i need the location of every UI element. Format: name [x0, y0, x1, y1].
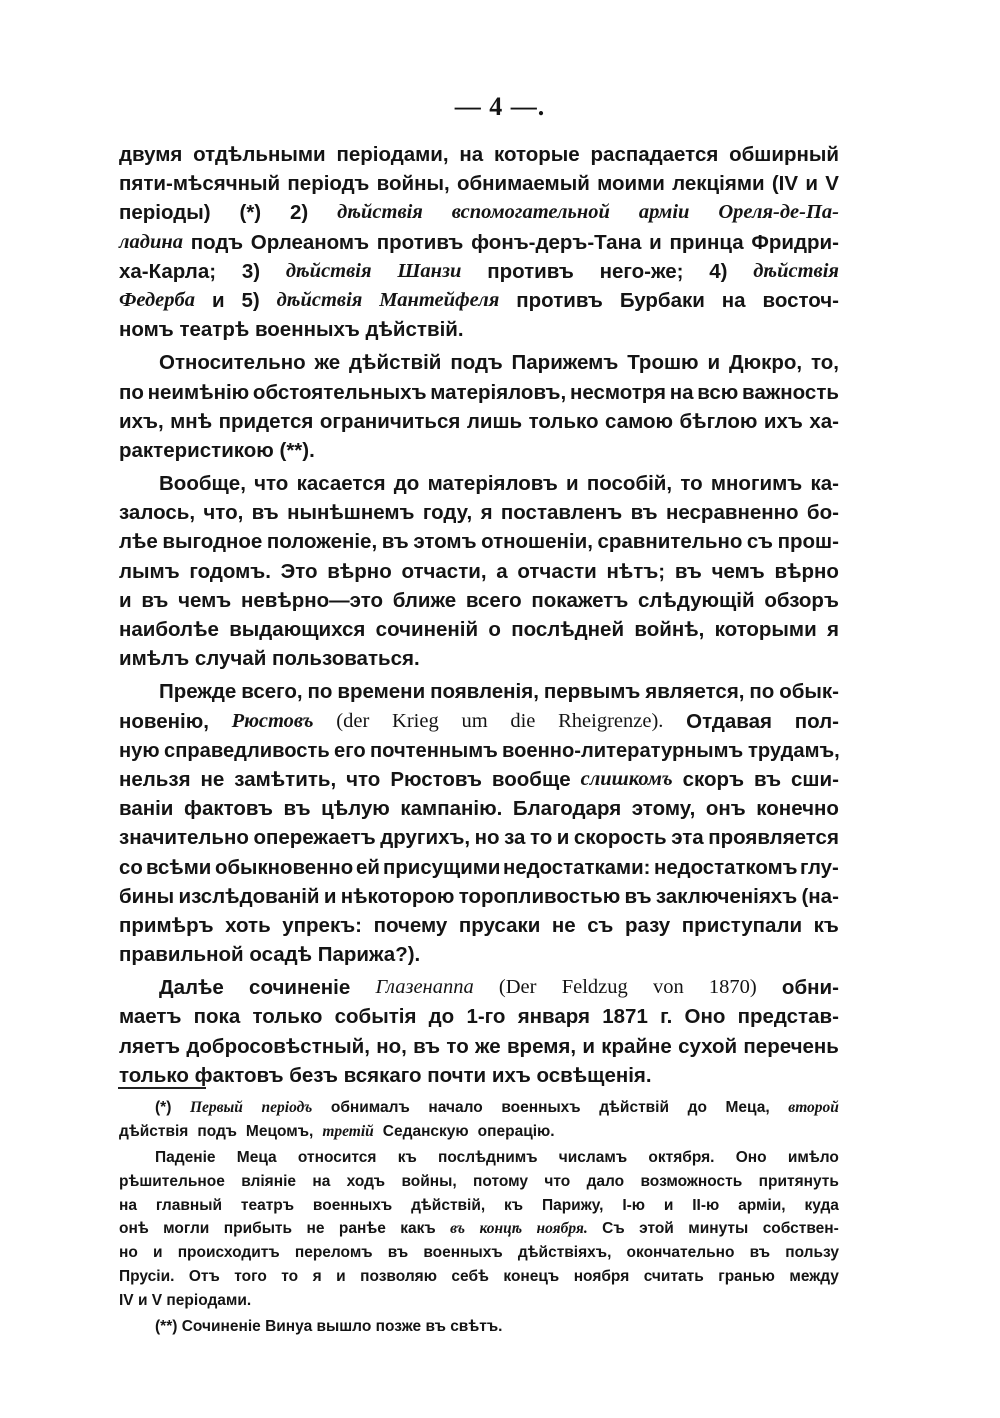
- paragraph-2: [119, 348, 839, 465]
- text-line: залось, что, въ нынѣшнемъ году, я поставленъ въ несравненно бо-: [119, 501, 839, 525]
- text-line: бины изслѣдованій и нѣкоторою торопливостью въ заключеніяхъ (на-: [119, 884, 839, 908]
- text-line: нельзя не замѣтить, что Рюстовъ вообще слишкомъ скоръ въ сши-: [119, 767, 839, 791]
- footnote-line: дѣйствія подъ Мецомъ, третій Седанскую операцію.: [119, 1122, 555, 1140]
- text-line: правильной осадѣ Парижа?).: [119, 943, 421, 967]
- text-line: ляетъ добросовѣстный, но, въ то же время, и крайне сухой перечень: [119, 1034, 839, 1058]
- text-line: двумя отдѣльными періодами, на которые распадается обширный: [119, 143, 839, 166]
- text-line: пяти-мѣсячный періодъ войны, обнимаемый моими лекціями (IV и V: [119, 172, 839, 196]
- footnote-line: Прусіи. Отъ того то я и позволяю себѣ конецъ ноября считать гранью между: [119, 1267, 839, 1285]
- text-line: значительно опережаетъ другихъ, но за то и скорость эта проявляется: [119, 826, 839, 850]
- text-line: Федерба и 5) дѣйствія Мантейфеля противъ Бурбаки на восточ-: [119, 288, 839, 312]
- text-line: ихъ, мнѣ придется ограничиться лишь только самою бѣглою ихъ ха-: [119, 409, 839, 433]
- text-line: только фактовъ безъ всякаго почти ихъ освѣщенія.: [119, 1063, 652, 1087]
- text-line: ладина подъ Орлеаномъ противъ фонъ-деръ-Тана и принца Фридри-: [119, 230, 839, 254]
- text-line: маетъ пока только событія до 1-го января 1871 г. Оно представ-: [119, 1005, 839, 1029]
- footnote-line: IV и V періодами.: [119, 1291, 252, 1309]
- text-line: Далѣе сочиненіе Глазенаппа (Der Feldzug von 1870) обни-: [159, 976, 839, 1000]
- text-line: Относительно же дѣйствій подъ Парижемъ Трошю и Дюкро, то,: [159, 351, 839, 375]
- footnote-line: на главный театръ военныхъ дѣйствій, къ Парижу, I-ю и II-ю арміи, куда: [119, 1196, 839, 1214]
- text-line: имѣлъ случай пользоваться.: [119, 647, 420, 671]
- main-text: [119, 140, 839, 1090]
- text-line: наиболѣе выдающихся сочиненій о послѣдней войнѣ, которыми я: [119, 618, 839, 641]
- footnote-line: онѣ могли прибыть не ранѣе какъ въ концѣ ноября. Съ этой минуты собствен-: [119, 1220, 839, 1238]
- page-number: — 4 —.: [454, 92, 546, 121]
- footnote-separator: [118, 1087, 206, 1089]
- text-line: Прежде всего, по времени появленія, первымъ является, по обык-: [159, 680, 839, 704]
- paragraph-1: [119, 140, 839, 344]
- text-line: лымъ годомъ. Это вѣрно отчасти, а отчасти нѣтъ; въ чемъ вѣрно: [119, 559, 839, 583]
- text-line: ха-Карла; 3) дѣйствія Шанзи противъ него-же; 4) дѣйствія: [119, 259, 839, 283]
- footnote-2: [119, 1315, 839, 1339]
- text-line: періоды) (*) 2) дѣйствія вспомогательной арміи Ореля-де-Па-: [119, 201, 839, 225]
- footnote-line: но и происходитъ переломъ въ военныхъ дѣйствіяхъ, окончательно въ пользу: [119, 1244, 839, 1262]
- text-line: ную справедливость его почтеннымъ военно-литературнымъ трудамъ,: [119, 738, 840, 762]
- text-line: по неимѣнію обстоятельныхъ матеріяловъ, несмотря на всю важность: [119, 380, 839, 404]
- footnote-line: Паденіе Меца относится къ послѣднимъ числамъ октября. Оно имѣло: [155, 1149, 839, 1167]
- text-line: ваніи фактовъ въ цѣлую кампанію. Благодаря этому, онъ конечно: [119, 797, 839, 821]
- footnote-line: рѣшительное вліяніе на ходъ войны, потому что дало возможность притянуть: [119, 1173, 839, 1191]
- text-line: и въ чемъ невѣрно—это ближе всего покажетъ слѣдующій обзоръ: [119, 588, 839, 612]
- footnote-1-continued: [119, 1146, 839, 1312]
- text-line: Вообще, что касается до матеріяловъ и пособій, то многимъ ка-: [159, 472, 839, 496]
- text-line: номъ театрѣ военныхъ дѣйствій.: [119, 318, 464, 342]
- text-line: примѣръ хоть упрекъ: почему прусаки не съ разу приступали къ: [119, 913, 839, 937]
- footnote-line: (**) Сочиненіе Винуа вышло позже въ свѣтъ.: [155, 1318, 503, 1336]
- text-line: лѣе выгодное положеніе, въ этомъ отношеніи, сравнительно съ прош-: [119, 530, 839, 554]
- text-line: рактеристикою (**).: [119, 438, 315, 462]
- paragraph-4: [119, 677, 839, 969]
- paragraph-3: [119, 469, 839, 673]
- footnote-line: (*) Первый періодъ обнималъ начало военныхъ дѣйствій до Меца, второй: [155, 1099, 839, 1116]
- footnotes: [119, 1096, 839, 1339]
- text-line: новенію, Рюстовъ (der Krieg um die Rheigrenze). Отдавая пол-: [119, 709, 839, 733]
- paragraph-5: [119, 973, 839, 1090]
- footnote-1: [119, 1096, 839, 1143]
- text-line: со всѣми обыкновенно ей присущими недостатками: недостаткомъ глу-: [119, 855, 839, 879]
